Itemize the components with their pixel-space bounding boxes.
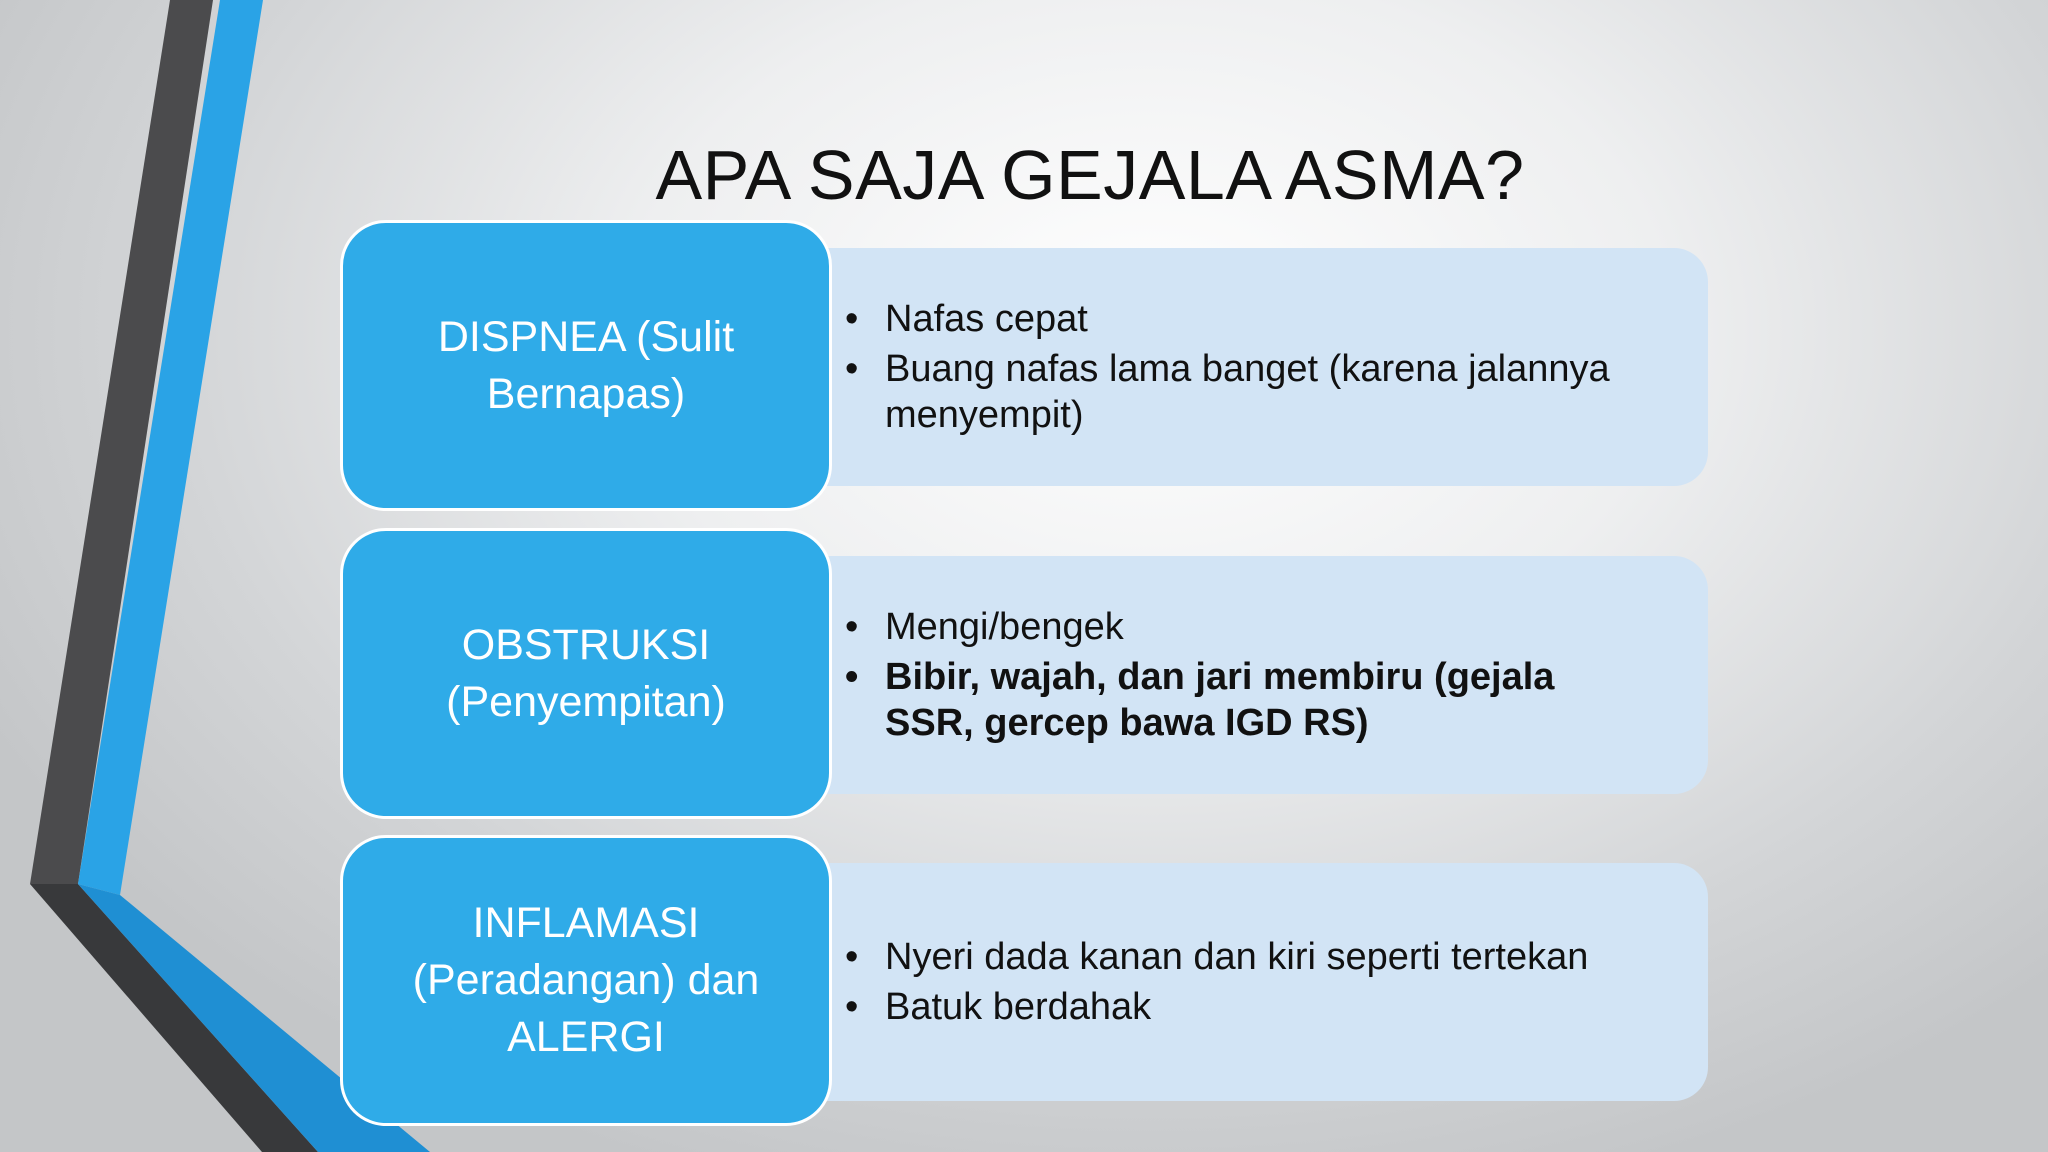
- bullet-item: [845, 296, 1648, 342]
- symptom-category-label: DISPNEA (Sulit Bernapas): [437, 312, 735, 418]
- bullet-text: Mengi/bengek: [885, 606, 1124, 648]
- bullet-icon: •: [845, 298, 859, 340]
- bullet-list: [845, 930, 1648, 1034]
- symptom-detail-panel: [780, 863, 1708, 1101]
- symptom-detail-panel: [780, 248, 1708, 486]
- bullet-text: Nyeri dada kanan dan kiri seperti tertekan: [885, 936, 1589, 978]
- bullet-text: Bibir, wajah, dan jari membiru (gejala SSR, gercep bawa IGD RS): [885, 656, 1555, 744]
- bullet-icon: •: [845, 606, 859, 648]
- symptom-category-label: OBSTRUKSI (Penyempitan): [446, 620, 726, 726]
- symptom-category-box: [340, 835, 832, 1126]
- bullet-text: Buang nafas lama banget (karena jalannya menyempit): [885, 348, 1610, 436]
- bullet-item: [845, 346, 1648, 438]
- bullet-list: [845, 292, 1648, 442]
- bullet-icon: •: [845, 348, 859, 390]
- symptom-row-inflamasi: [0, 835, 2048, 1130]
- symptom-detail-panel: [780, 556, 1708, 794]
- bullet-item: [845, 654, 1648, 746]
- symptom-category-label: INFLAMASI (Peradangan) dan ALERGI: [412, 899, 760, 1061]
- bullet-item: [845, 934, 1648, 980]
- symptom-category-box: [340, 220, 832, 511]
- bullet-item: [845, 604, 1648, 650]
- bullet-text: Batuk berdahak: [885, 986, 1152, 1028]
- bullet-icon: •: [845, 936, 859, 978]
- bullet-item: [845, 984, 1648, 1030]
- symptom-row-dispnea: [0, 220, 2048, 515]
- bullet-icon: •: [845, 986, 859, 1028]
- symptom-category-box: [340, 528, 832, 819]
- bullet-icon: •: [845, 656, 859, 698]
- bullet-list: [845, 600, 1648, 750]
- page-title: APA SAJA GEJALA ASMA?: [655, 136, 1525, 214]
- symptom-row-obstruksi: [0, 528, 2048, 823]
- bullet-text: Nafas cepat: [885, 298, 1088, 340]
